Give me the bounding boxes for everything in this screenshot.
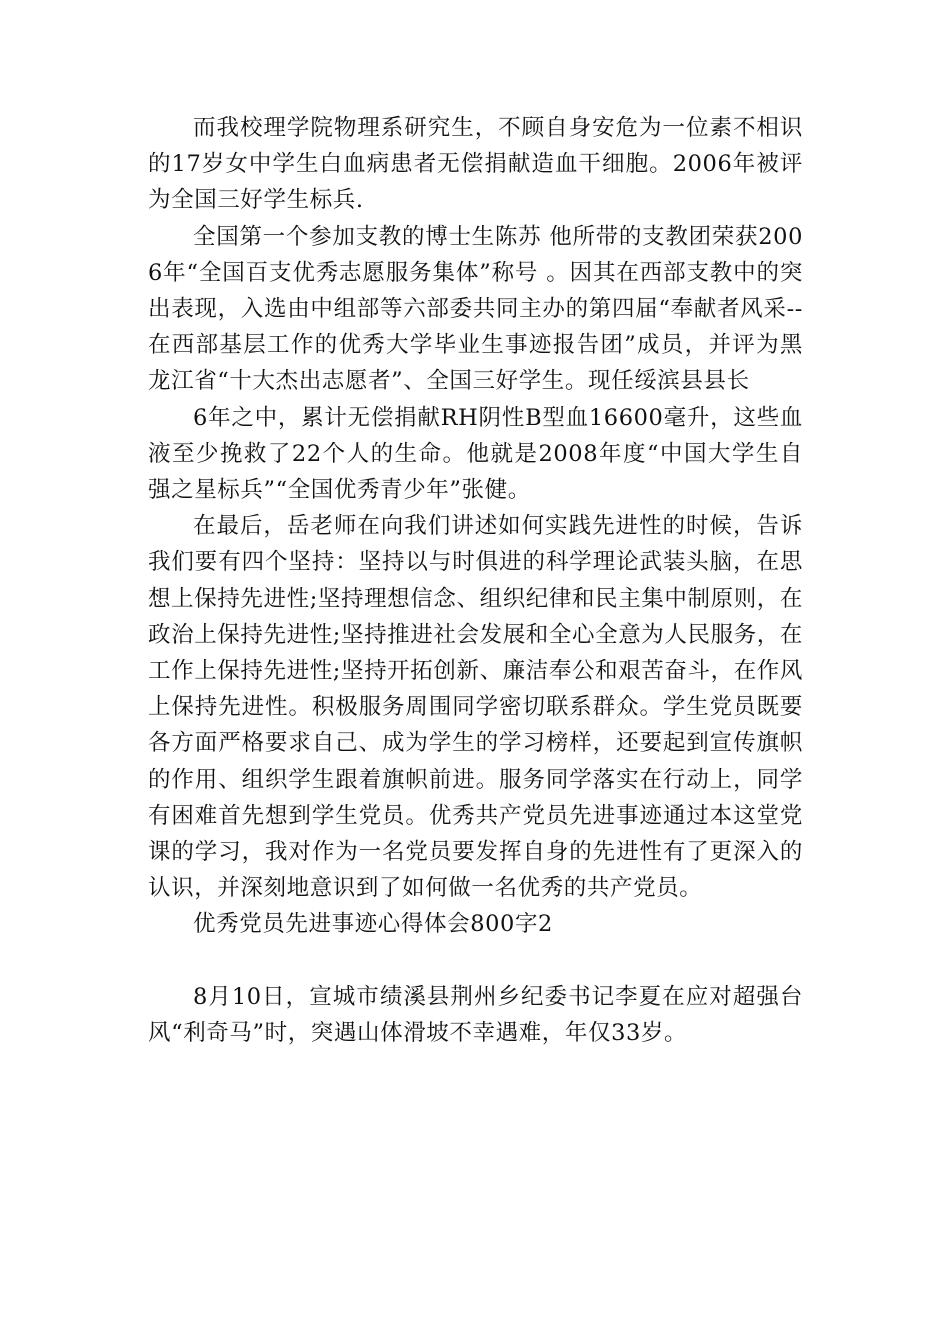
paragraph-four-persistences: 在最后，岳老师在向我们讲述如何实践先进性的时候，告诉我们要有四个坚持：坚持以与时俱进的科学理论武装头脑，在思想上保持先进性;坚持理想信念、组织纪律和民主集中制原则，在政治上保持先进性;坚持推进社会发展和全心全意为人民服务，在工作上保持先进性;坚持开拓创新、廉洁奉公和艰苦奋斗，在作风上保持先进性。积极服务周围同学密切联系群众。学生党员既要各方面严格要求自己、成为学生的学习榜样，还要起到宣传旗帜的作用、组织学生跟着旗帜前进。服务同学落实在行动上，同学有困难首先想到学生党员。优秀共产党员先进事迹通过本这堂党课的学习，我对作为一名党员要发挥自身的先进性有了更深入的认识，并深刻地意识到了如何做一名优秀的共产党员。 [148,513,803,902]
document-body [148,110,803,1051]
section-heading: 优秀党员先进事迹心得体会800字2 [193,911,553,938]
blank-line [148,943,803,979]
paragraph-li-xia: 8月10日，宣城市绩溪县荆州乡纪委书记李夏在应对超强台风“利奇马”时，突遇山体滑坡不幸遇难，年仅33岁。 [148,983,803,1047]
paragraph-zhang-jian: 6年之中，累计无偿捐献RH阴性B型血16600毫升，这些血液至少挽救了22个人的生命。他就是2008年度“中国大学生自强之星标兵”“全国优秀青少年”张健。 [148,404,803,504]
paragraph-student-donor: 而我校理学院物理系研究生，不顾自身安危为一位素不相识的17岁女中学生白血病患者无偿捐献造血干细胞。2006年被评为全国三好学生标兵. [148,115,803,214]
paragraph-chen-su: 全国第一个参加支教的博士生陈苏 他所带的支教团荣获2006年“全国百支优秀志愿服务集体”称号 。因其在西部支教中的突出表现，入选由中组部等六部委共同主办的第四届“奉献者风采--在西部基层工作的优秀大学毕业生事迹报告团”成员，并评为黑龙江省“十大杰出志愿者”、全国三好学生。现任绥滨县县长 [148,223,803,395]
